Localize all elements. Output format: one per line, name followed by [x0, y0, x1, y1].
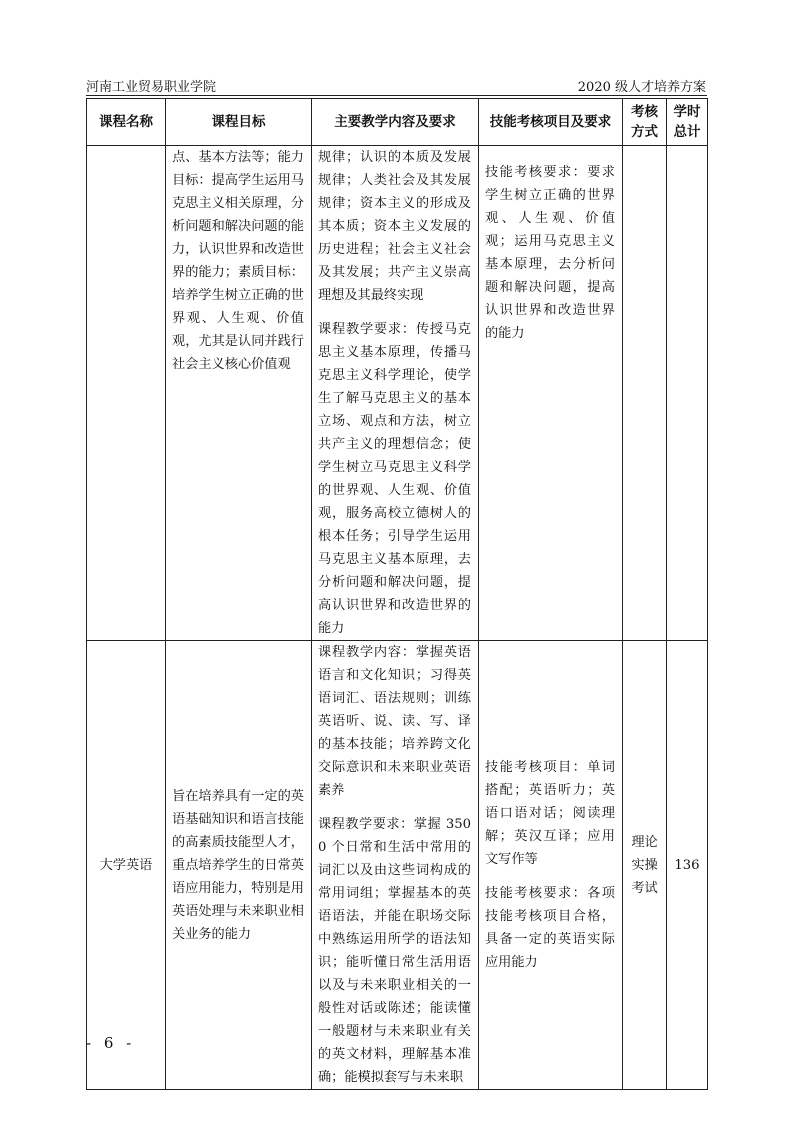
header-title: 2020 级人才培养方案 [577, 80, 706, 95]
skill-paragraph: 技能考核要求：要求学生树立正确的世界观、人生观、价值观；运用马克思主义基本原理，去分析问题和解决问题，提高认识世界和改造世界的能力 [485, 165, 615, 341]
cell-hours [667, 146, 708, 641]
col-header-course-name: 课程名称 [87, 99, 166, 146]
col-header-skill: 技能考核项目及要求 [479, 99, 623, 146]
content-paragraph: 课程教学要求：传授马克思主义基本原理，传播马克思主义科学理论，使学生了解马克思主义的基本立场、观点和方法，树立共产主义的理想信念；使学生树立马克思主义科学的世界观、人生观、价值观，服务高校立德树人的根本任务；引导学生运用马克思主义基本原理，去分析问题和解决问题，提高认识世界和改造世界的能力 [318, 322, 471, 636]
cell-skill [479, 641, 623, 1090]
table-header-row [87, 99, 708, 146]
cell-course-name [87, 146, 166, 641]
col-header-hours-line2: 总计 [673, 124, 701, 140]
col-header-assessment-line1: 考核 [631, 104, 658, 120]
cell-goal: 旨在培养具有一定的英语基础知识和语言技能的高素质技能型人才，重点培养学生的日常英语应用能力，特别是用英语处理与未来职业相关业务的能力 [166, 641, 312, 1090]
col-header-hours [667, 99, 708, 146]
col-header-assessment [623, 99, 667, 146]
content-paragraph: 规律；认识的本质及发展规律；人类社会及其发展规律；资本主义的形成及其本质；资本主义发展的历史进程；社会主义社会及其发展；共产主义崇高理想及其最终实现 [318, 150, 471, 303]
cell-course-name: 大学英语 [87, 641, 166, 1090]
content-paragraph: 课程教学内容：掌握英语语言和文化知识；习得英语词汇、语法规则；训练英语听、说、读、写、译的基本技能；培养跨文化交际意识和未来职业英语素养 [318, 645, 471, 798]
table-row [87, 146, 708, 641]
col-header-content: 主要教学内容及要求 [312, 99, 479, 146]
cell-assessment [623, 146, 667, 641]
cell-content [312, 641, 479, 1090]
curriculum-table [86, 98, 708, 1090]
header-school: 河南工业贸易职业学院 [86, 80, 217, 95]
col-header-hours-line1: 学时 [673, 104, 701, 120]
col-header-goal: 课程目标 [166, 99, 312, 146]
cell-assessment: 理论实操考试 [623, 641, 667, 1090]
cell-hours: 136 [667, 641, 708, 1090]
content-paragraph: 课程教学要求：掌握 3500 个日常和生活中常用的词汇以及由这些词构成的常用词组；掌握基本的英语语法，并能在职场交际中熟练运用所学的语法知识；能听懂日常生活用语以及与未来职业相关的一般性对话或陈述；能读懂一般题材与未来职业有关的英文材料，理解基本准确；能模拟套写与未来职 [318, 817, 471, 1085]
skill-paragraph: 技能考核要求：各项技能考核项目合格，具备一定的英语实际应用能力 [485, 886, 615, 970]
cell-skill [479, 146, 623, 641]
col-header-assessment-line2: 方式 [631, 124, 658, 140]
table-row [87, 641, 708, 1090]
header-divider [86, 95, 707, 96]
cell-goal: 点、基本方法等；能力目标：提高学生运用马克思主义相关原理，分析问题和解决问题的能力，认识世界和改造世界的能力；素质目标：培养学生树立正确的世界观、人生观、价值观，尤其是认同并践行社会主义核心价值观 [166, 146, 312, 641]
page-number: - 6 - [86, 1034, 136, 1052]
cell-content [312, 146, 479, 641]
skill-paragraph: 技能考核项目：单词搭配；英语听力；英语口语对话；阅读理解；英汉互译；应用文写作等 [485, 760, 615, 867]
